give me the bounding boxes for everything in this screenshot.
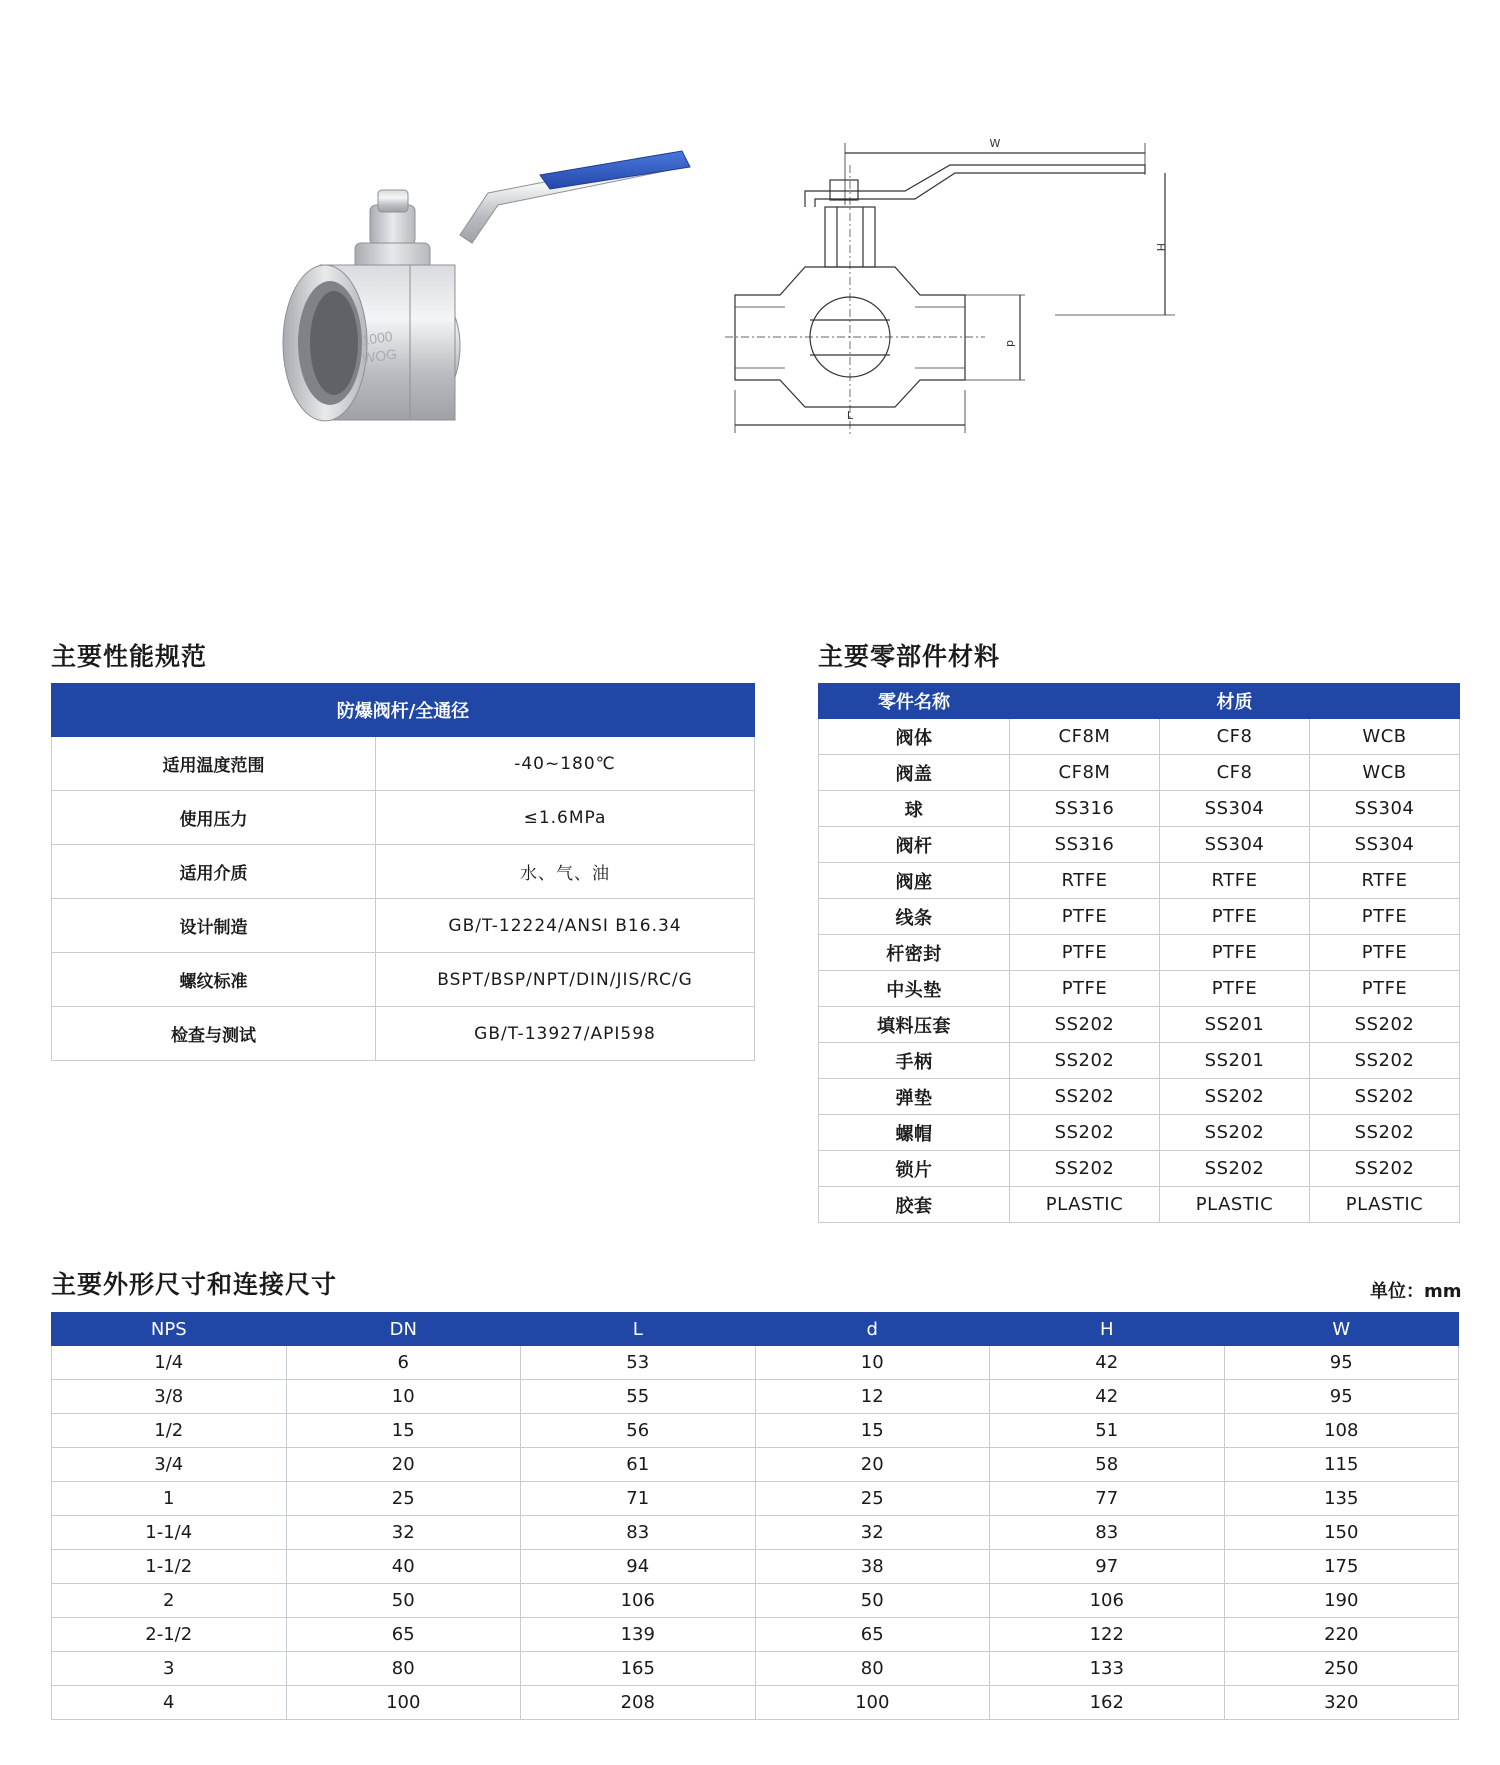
dimensions-table bbox=[51, 1312, 1459, 1720]
table-row bbox=[52, 1380, 1459, 1414]
dimension-value: 3/4 bbox=[52, 1448, 287, 1482]
material-value: RTFE bbox=[1010, 863, 1160, 899]
table-row bbox=[819, 755, 1460, 791]
dimension-value: 1/4 bbox=[52, 1346, 287, 1380]
table-row bbox=[819, 1007, 1460, 1043]
material-value: PTFE bbox=[1310, 971, 1460, 1007]
table-row bbox=[819, 1043, 1460, 1079]
materials-table bbox=[818, 683, 1460, 1223]
material-value: SS202 bbox=[1010, 1151, 1160, 1187]
dim-header: H bbox=[990, 1313, 1225, 1346]
dimension-value: 95 bbox=[1224, 1380, 1459, 1414]
part-name: 螺帽 bbox=[819, 1115, 1010, 1151]
material-value: SS202 bbox=[1010, 1079, 1160, 1115]
spec-value: -40~180℃ bbox=[376, 737, 755, 791]
table-row bbox=[52, 1686, 1459, 1720]
dimension-value: 6 bbox=[286, 1346, 521, 1380]
dimension-value: 133 bbox=[990, 1652, 1225, 1686]
material-value: SS202 bbox=[1160, 1115, 1310, 1151]
svg-text:1000: 1000 bbox=[360, 327, 394, 349]
material-value: SS316 bbox=[1010, 791, 1160, 827]
material-value: PLASTIC bbox=[1160, 1187, 1310, 1223]
dimension-value: 139 bbox=[521, 1618, 756, 1652]
performance-table bbox=[51, 683, 755, 1061]
dimension-value: 135 bbox=[1224, 1482, 1459, 1516]
dimension-value: 150 bbox=[1224, 1516, 1459, 1550]
material-value: SS202 bbox=[1010, 1043, 1160, 1079]
dimension-value: 1 bbox=[52, 1482, 287, 1516]
table-row bbox=[52, 1313, 1459, 1346]
dimension-value: 83 bbox=[521, 1516, 756, 1550]
table-row bbox=[52, 1346, 1459, 1380]
table-row bbox=[819, 863, 1460, 899]
material-value: PTFE bbox=[1010, 899, 1160, 935]
dim-label-l: L bbox=[846, 409, 854, 422]
table-row bbox=[819, 935, 1460, 971]
spec-label: 检查与测试 bbox=[52, 1007, 376, 1061]
part-name: 胶套 bbox=[819, 1187, 1010, 1223]
dimension-value: 25 bbox=[755, 1482, 990, 1516]
svg-text:WOG: WOG bbox=[361, 345, 398, 367]
material-value: SS202 bbox=[1160, 1079, 1310, 1115]
table-row bbox=[819, 1187, 1460, 1223]
material-value: SS202 bbox=[1310, 1079, 1460, 1115]
dimension-value: 61 bbox=[521, 1448, 756, 1482]
spec-value: 水、气、油 bbox=[376, 845, 755, 899]
dimension-value: 32 bbox=[286, 1516, 521, 1550]
dimension-value: 83 bbox=[990, 1516, 1225, 1550]
spec-value: GB/T-13927/API598 bbox=[376, 1007, 755, 1061]
material-value: WCB bbox=[1310, 755, 1460, 791]
table-row bbox=[52, 1482, 1459, 1516]
dimension-value: 65 bbox=[755, 1618, 990, 1652]
table-row bbox=[52, 953, 755, 1007]
dimension-value: 1/2 bbox=[52, 1414, 287, 1448]
dimension-value: 3 bbox=[52, 1652, 287, 1686]
spec-label: 适用介质 bbox=[52, 845, 376, 899]
dimension-value: 2 bbox=[52, 1584, 287, 1618]
dimension-value: 106 bbox=[990, 1584, 1225, 1618]
materials-header-material: 材质 bbox=[1010, 684, 1460, 719]
dimension-value: 1-1/4 bbox=[52, 1516, 287, 1550]
spec-label: 设计制造 bbox=[52, 899, 376, 953]
table-row bbox=[52, 684, 755, 737]
dimension-value: 20 bbox=[755, 1448, 990, 1482]
part-name: 线条 bbox=[819, 899, 1010, 935]
dimension-value: 4 bbox=[52, 1686, 287, 1720]
dimension-value: 71 bbox=[521, 1482, 756, 1516]
material-value: SS304 bbox=[1160, 791, 1310, 827]
table-row bbox=[52, 1414, 1459, 1448]
part-name: 填料压套 bbox=[819, 1007, 1010, 1043]
dimension-value: 250 bbox=[1224, 1652, 1459, 1686]
dimension-value: 55 bbox=[521, 1380, 756, 1414]
material-value: PTFE bbox=[1160, 899, 1310, 935]
valve-technical-drawing bbox=[725, 135, 1195, 450]
dimension-value: 95 bbox=[1224, 1346, 1459, 1380]
part-name: 阀座 bbox=[819, 863, 1010, 899]
dim-header: NPS bbox=[52, 1313, 287, 1346]
table-row bbox=[819, 899, 1460, 935]
dim-header: d bbox=[755, 1313, 990, 1346]
material-value: SS202 bbox=[1010, 1007, 1160, 1043]
spec-label: 使用压力 bbox=[52, 791, 376, 845]
material-value: SS304 bbox=[1160, 827, 1310, 863]
dimensions-title: 主要外形尺寸和连接尺寸 bbox=[51, 1270, 338, 1299]
table-row bbox=[52, 791, 755, 845]
dimension-value: 40 bbox=[286, 1550, 521, 1584]
dimension-value: 108 bbox=[1224, 1414, 1459, 1448]
dimension-value: 56 bbox=[521, 1414, 756, 1448]
table-row bbox=[52, 1516, 1459, 1550]
material-value: SS201 bbox=[1160, 1007, 1310, 1043]
dimension-value: 2-1/2 bbox=[52, 1618, 287, 1652]
table-row bbox=[819, 1151, 1460, 1187]
dimension-value: 50 bbox=[286, 1584, 521, 1618]
table-row bbox=[52, 845, 755, 899]
material-value: SS201 bbox=[1160, 1043, 1310, 1079]
dimension-value: 208 bbox=[521, 1686, 756, 1720]
dimension-value: 53 bbox=[521, 1346, 756, 1380]
dimension-value: 190 bbox=[1224, 1584, 1459, 1618]
material-value: PTFE bbox=[1160, 935, 1310, 971]
material-value: WCB bbox=[1310, 719, 1460, 755]
material-value: SS202 bbox=[1310, 1151, 1460, 1187]
dimension-value: 175 bbox=[1224, 1550, 1459, 1584]
part-name: 阀盖 bbox=[819, 755, 1010, 791]
part-name: 阀杆 bbox=[819, 827, 1010, 863]
dimension-value: 106 bbox=[521, 1584, 756, 1618]
spec-label: 适用温度范围 bbox=[52, 737, 376, 791]
table-row bbox=[52, 899, 755, 953]
material-value: SS304 bbox=[1310, 791, 1460, 827]
spec-value: BSPT/BSP/NPT/DIN/JIS/RC/G bbox=[376, 953, 755, 1007]
part-name: 杆密封 bbox=[819, 935, 1010, 971]
material-value: RTFE bbox=[1310, 863, 1460, 899]
dimension-value: 15 bbox=[755, 1414, 990, 1448]
table-row bbox=[819, 1115, 1460, 1151]
dimension-value: 58 bbox=[990, 1448, 1225, 1482]
table-row bbox=[819, 684, 1460, 719]
dimension-value: 38 bbox=[755, 1550, 990, 1584]
table-row bbox=[52, 1007, 755, 1061]
material-value: PTFE bbox=[1310, 899, 1460, 935]
material-value: PLASTIC bbox=[1010, 1187, 1160, 1223]
part-name: 阀体 bbox=[819, 719, 1010, 755]
table-row bbox=[819, 971, 1460, 1007]
table-row bbox=[819, 1079, 1460, 1115]
part-name: 手柄 bbox=[819, 1043, 1010, 1079]
material-value: SS316 bbox=[1010, 827, 1160, 863]
dimension-value: 80 bbox=[286, 1652, 521, 1686]
material-value: SS202 bbox=[1010, 1115, 1160, 1151]
dim-header: DN bbox=[286, 1313, 521, 1346]
dimension-value: 100 bbox=[286, 1686, 521, 1720]
material-value: CF8M bbox=[1010, 719, 1160, 755]
unit-label: 单位：mm bbox=[1370, 1281, 1462, 1302]
dimension-value: 80 bbox=[755, 1652, 990, 1686]
table-row bbox=[52, 737, 755, 791]
ball-valve-photo bbox=[250, 145, 710, 480]
dim-header: W bbox=[1224, 1313, 1459, 1346]
performance-title: 主要性能规范 bbox=[51, 642, 208, 671]
dim-header: L bbox=[521, 1313, 756, 1346]
dimension-value: 20 bbox=[286, 1448, 521, 1482]
dimension-value: 15 bbox=[286, 1414, 521, 1448]
table-row bbox=[819, 827, 1460, 863]
dimension-value: 162 bbox=[990, 1686, 1225, 1720]
dimension-value: 115 bbox=[1224, 1448, 1459, 1482]
dimension-value: 77 bbox=[990, 1482, 1225, 1516]
material-value: CF8 bbox=[1160, 755, 1310, 791]
dimension-value: 65 bbox=[286, 1618, 521, 1652]
table-row bbox=[52, 1584, 1459, 1618]
table-row bbox=[52, 1652, 1459, 1686]
dimension-value: 320 bbox=[1224, 1686, 1459, 1720]
spec-value: ≤1.6MPa bbox=[376, 791, 755, 845]
materials-header-part: 零件名称 bbox=[819, 684, 1010, 719]
material-value: PTFE bbox=[1160, 971, 1310, 1007]
material-value: CF8M bbox=[1010, 755, 1160, 791]
material-value: SS202 bbox=[1310, 1007, 1460, 1043]
material-value: SS202 bbox=[1160, 1151, 1310, 1187]
table-row bbox=[819, 791, 1460, 827]
material-value: PTFE bbox=[1010, 971, 1160, 1007]
table-row bbox=[52, 1550, 1459, 1584]
dimension-value: 42 bbox=[990, 1346, 1225, 1380]
performance-header: 防爆阀杆/全通径 bbox=[52, 684, 755, 737]
material-value: PTFE bbox=[1010, 935, 1160, 971]
material-value: CF8 bbox=[1160, 719, 1310, 755]
part-name: 锁片 bbox=[819, 1151, 1010, 1187]
table-row bbox=[819, 719, 1460, 755]
dimension-value: 12 bbox=[755, 1380, 990, 1414]
part-name: 中头垫 bbox=[819, 971, 1010, 1007]
part-name: 球 bbox=[819, 791, 1010, 827]
material-value: RTFE bbox=[1160, 863, 1310, 899]
dimension-value: 94 bbox=[521, 1550, 756, 1584]
material-value: PTFE bbox=[1310, 935, 1460, 971]
dimension-value: 97 bbox=[990, 1550, 1225, 1584]
material-value: SS304 bbox=[1310, 827, 1460, 863]
material-value: SS202 bbox=[1310, 1043, 1460, 1079]
dimension-value: 51 bbox=[990, 1414, 1225, 1448]
dim-label-h: H bbox=[1154, 243, 1167, 252]
dim-label-w: W bbox=[989, 137, 1001, 150]
part-name: 弹垫 bbox=[819, 1079, 1010, 1115]
dimension-value: 10 bbox=[286, 1380, 521, 1414]
dimension-value: 10 bbox=[755, 1346, 990, 1380]
material-value: SS202 bbox=[1310, 1115, 1460, 1151]
table-row bbox=[52, 1618, 1459, 1652]
table-row bbox=[52, 1448, 1459, 1482]
dimension-value: 32 bbox=[755, 1516, 990, 1550]
dimension-value: 100 bbox=[755, 1686, 990, 1720]
dimension-value: 220 bbox=[1224, 1618, 1459, 1652]
dimension-value: 42 bbox=[990, 1380, 1225, 1414]
materials-title: 主要零部件材料 bbox=[818, 642, 1001, 671]
dim-label-d: d bbox=[1004, 340, 1017, 347]
dimension-value: 3/8 bbox=[52, 1380, 287, 1414]
dimension-value: 25 bbox=[286, 1482, 521, 1516]
dimension-value: 122 bbox=[990, 1618, 1225, 1652]
dimension-value: 50 bbox=[755, 1584, 990, 1618]
material-value: PLASTIC bbox=[1310, 1187, 1460, 1223]
dimension-value: 1-1/2 bbox=[52, 1550, 287, 1584]
dimension-value: 165 bbox=[521, 1652, 756, 1686]
spec-value: GB/T-12224/ANSI B16.34 bbox=[376, 899, 755, 953]
spec-label: 螺纹标准 bbox=[52, 953, 376, 1007]
